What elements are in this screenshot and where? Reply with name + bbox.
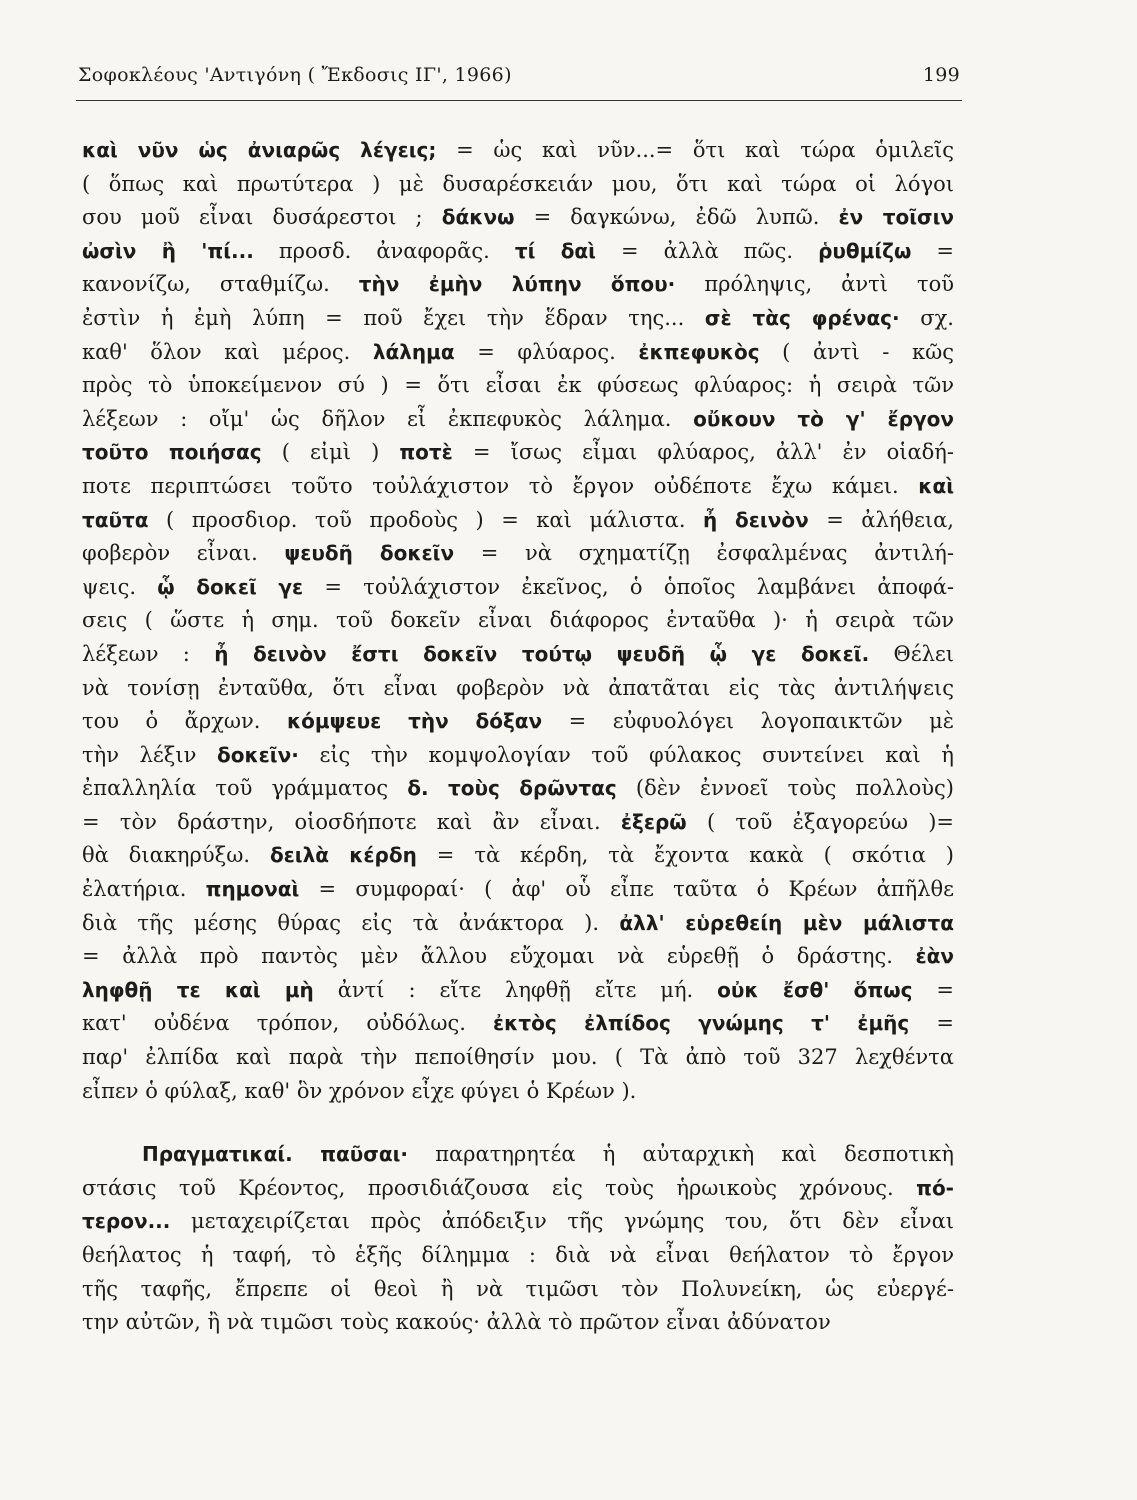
gloss-text: πρόληψις, ἀντὶ τοῦ [704, 272, 954, 297]
gloss-text: εἶπεν ὁ φύλαξ, καθ' ὃν χρόνον εἶχε φύγει ὁ Κρέων ). [82, 1078, 637, 1103]
gloss-text: σου μοῦ εἶναι δυσάρεστοι ; [82, 205, 442, 230]
lemma: πημοναὶ [205, 877, 300, 902]
text-line [82, 739, 954, 773]
text-line [82, 705, 954, 739]
gloss-text: διὰ τῆς μέσης θύρας εἰς τὰ ἀνάκτορα ). [82, 910, 620, 935]
text-line [82, 672, 954, 706]
lemma: ἦ δεινὸν ἔστι δοκεῖν τούτῳ ψευδῆ ᾧ γε δοκεῖ. [214, 641, 870, 666]
gloss-text: Θέλει [893, 641, 955, 666]
gloss-text: ἐπαλληλία τοῦ γράμματος [82, 776, 408, 801]
gloss-text: = δαγκώνω, ἐδῶ λυπῶ. [533, 205, 839, 230]
running-head-title: Σοφοκλέους 'Αντιγόνη ( Ἔκδοσις ΙΓ', 1966) [78, 64, 512, 86]
lemma: ἦ δεινὸν [703, 507, 809, 532]
lemma: ῥυθμίζω [818, 238, 912, 263]
text-line [82, 1273, 954, 1307]
gloss-text: = ἴσως εἶμαι φλύαρος, ἀλλ' ἐν οἱαδή- [472, 440, 954, 465]
gloss-text: = ἀλλὰ πρὸ παντὸς μὲν ἄλλου εὔχομαι νὰ εὑρεθῇ ὁ δράστης. [82, 944, 916, 969]
text-line [82, 839, 954, 873]
text-line [82, 134, 954, 168]
lemma: Πραγματικαί. παῦσαι· [142, 1142, 409, 1167]
gloss-text: = τοὐλάχιστον ἐκεῖνος, ὁ ὁποῖος λαμβάνει ἀποφά- [324, 574, 955, 599]
gloss-text: παρατηρητέα ἡ αὐταρχικὴ καὶ δεσποτικὴ [435, 1142, 954, 1167]
text-line [82, 873, 954, 907]
lemma: ὠσὶν ἢ 'πί... [82, 238, 254, 263]
running-head [78, 64, 960, 86]
lemma: τοῦτο ποιήσας [82, 440, 262, 465]
lemma: ποτὲ [399, 440, 453, 465]
text-line [82, 1075, 954, 1109]
text-line [82, 571, 954, 605]
commentary-text [82, 134, 954, 1340]
gloss-text: θεήλατος ἡ ταφή, τὸ ἑξῆς δίλημμα : διὰ νὰ εἶναι θεήλατον τὸ ἔργον [82, 1243, 954, 1267]
text-line [82, 907, 954, 941]
gloss-text: ( τοῦ ἐξαγορεύω )= [706, 809, 954, 834]
text-line [82, 1306, 954, 1340]
gloss-text: λέξεων : οἴμ' ὡς δῆλον εἶ ἐκπεφυκὸς λάλημα. [82, 406, 694, 431]
text-line [82, 1205, 954, 1239]
gloss-text: = ἀλλὰ πῶς. [621, 238, 819, 263]
text-line [82, 537, 954, 571]
lemma: ἐκπεφυκὸς [638, 339, 760, 364]
lemma: ψευδῆ δοκεῖν [284, 541, 455, 566]
header-rule [76, 100, 962, 101]
gloss-text: σεις ( ὥστε ἡ σημ. τοῦ δοκεῖν εἶναι διάφορος ἐνταῦθα )· ἡ σειρὰ τῶν [82, 608, 954, 633]
gloss-text: τῆς ταφῆς, ἔπρεπε οἱ θεοὶ ἢ νὰ τιμῶσι τὸν Πολυνείκη, ὡς εὐεργέ- [82, 1276, 954, 1301]
text-line [82, 436, 954, 470]
lemma: καὶ [918, 473, 954, 498]
paragraph-gap [82, 1108, 954, 1138]
lemma: ληφθῇ τε καὶ μὴ [82, 977, 314, 1002]
gloss-text: = συμφοραί· ( ἀφ' οὗ εἶπε ταῦτα ὁ Κρέων ἀπῆλθε [318, 877, 954, 902]
gloss-text: παρ' ἐλπίδα καὶ παρὰ τὴν πεποίθησίν μου. ( Τὰ ἀπὸ τοῦ 327 λεχθέντα [82, 1045, 954, 1070]
text-line [82, 504, 954, 538]
gloss-text: = [936, 238, 955, 263]
text-line [82, 470, 954, 504]
lemma: τί δαὶ [514, 238, 596, 263]
text-line [82, 201, 954, 235]
gloss-text: προσδ. ἀναφορᾶς. [278, 238, 515, 263]
lemma: δοκεῖν· [216, 742, 299, 767]
gloss-text: (δὲν ἐννοεῖ τοὺς πολλοὺς) [635, 776, 954, 801]
lemma: καὶ νῦν ὡς ἀνιαρῶς λέγεις; [82, 138, 437, 162]
text-line [82, 940, 954, 974]
lemma: ἐξερῶ [620, 809, 687, 834]
text-line [82, 604, 954, 638]
gloss-text: ἐστὶν ἡ ἐμὴ λύπη = ποῦ ἔχει τὴν ἕδραν της... [82, 305, 705, 330]
lemma: λάλημα [372, 339, 455, 364]
text-line [82, 235, 954, 269]
text-line [82, 168, 954, 202]
gloss-text: ( εἰμὶ ) [281, 440, 400, 465]
gloss-text: = ἀλήθεια, [826, 507, 954, 532]
gloss-text: = τὰ κέρδη, τὰ ἔχοντα κακὰ ( σκότια ) [436, 843, 954, 868]
page-number: 199 [922, 64, 960, 86]
gloss-text: = φλύαρος. [477, 339, 639, 364]
text-line [82, 1041, 954, 1075]
gloss-text: την αὐτῶν, ἢ νὰ τιμῶσι τοὺς κακούς· ἀλλὰ τὸ πρῶτον εἶναι ἀδύνατον [82, 1310, 831, 1335]
lemma: δ. τοὺς δρῶντας [407, 776, 617, 801]
gloss-text: στάσις τοῦ Κρέοντος, προσιδιάζουσα εἰς τοὺς ἡρωικοὺς χρόνους. [82, 1175, 917, 1200]
gloss-text: ψεις. [82, 574, 158, 599]
lemma: ταῦτα [82, 507, 149, 532]
lemma: ἐν τοῖσιν [838, 205, 954, 230]
lemma: κόμψευε τὴν δόξαν [286, 709, 543, 734]
gloss-text: ( ὅπως καὶ πρωτύτερα ) μὲ δυσαρέσκειάν μου, ὅτι καὶ τώρα οἱ λόγοι [82, 171, 954, 196]
text-line [82, 1138, 954, 1172]
gloss-text: του ὁ ἄρχων. [82, 709, 287, 734]
text-line [82, 403, 954, 437]
text-line [82, 638, 954, 672]
gloss-text: = εὐφυολόγει λογοπαικτῶν μὲ [568, 709, 954, 734]
lemma: ἐκτὸς ἐλπίδος γνώμης τ' ἐμῆς [493, 1011, 910, 1036]
text-line [82, 302, 954, 336]
lemma: τὴν ἐμὴν λύπην ὅπου· [358, 272, 676, 297]
text-line [82, 772, 954, 806]
gloss-text: = ὡς καὶ νῦν...= ὅτι καὶ τώρα ὁμιλεῖς [456, 138, 954, 162]
gloss-text: εἰς τὴν κομψολογίαν τοῦ φύλακος συντείνει καὶ ἡ [319, 742, 954, 767]
gloss-text: λέξεων : [82, 641, 215, 666]
gloss-text: ( προσδιορ. τοῦ προδοὺς ) = καὶ μάλιστα. [166, 507, 704, 532]
gloss-text: τὴν λέξιν [82, 742, 217, 767]
gloss-text: ἀντί : εἴτε ληφθῇ εἴτε μή. [337, 977, 718, 1002]
gloss-text: κατ' οὐδένα τρόπον, οὐδόλως. [82, 1011, 494, 1036]
gloss-text: νὰ τονίσῃ ἐνταῦθα, ὅτι εἶναι φοβερὸν νὰ ἀπατᾶται εἰς τὰς ἀντιλήψεις [82, 675, 954, 700]
gloss-text: θὰ διακηρύξω. [82, 843, 270, 868]
gloss-text: καθ' ὅλον καὶ μέρος. [82, 339, 373, 364]
gloss-text: = [936, 1011, 954, 1036]
gloss-text: κανονίζω, σταθμίζω. [82, 272, 359, 297]
text-line [82, 974, 954, 1008]
gloss-text: πρὸς τὸ ὑποκείμενον σύ ) = ὅτι εἶσαι ἐκ φύσεως φλύαρος: ἡ σειρὰ τῶν [82, 373, 954, 398]
gloss-text: = [936, 977, 954, 1002]
text-line [82, 1172, 954, 1206]
text-line [82, 268, 954, 302]
lemma: πό- [916, 1175, 954, 1200]
text-line [82, 369, 954, 403]
lemma: οὐκ ἔσθ' ὅπως [717, 977, 913, 1002]
gloss-text: ἐλατήρια. [82, 877, 206, 902]
text-line [82, 1239, 954, 1273]
lemma: ἐὰν [915, 944, 954, 969]
lemma: δάκνω [441, 205, 515, 230]
lemma: ἀλλ' εὑρεθείη μὲν μάλιστα [619, 910, 955, 935]
gloss-text: φοβερὸν εἶναι. [82, 541, 285, 566]
lemma: ᾧ δοκεῖ γε [157, 574, 304, 599]
text-line [82, 1007, 954, 1041]
lemma: σὲ τὰς φρένας· [704, 305, 900, 330]
text-line [82, 806, 954, 840]
lemma: οὔκουν τὸ γ' ἔργον [693, 406, 954, 431]
gloss-text: = τὸν δράστην, οἱοσδήποτε καὶ ἂν εἶναι. [82, 809, 621, 834]
gloss-text: σχ. [920, 305, 954, 330]
gloss-text: ποτε περιπτώσει τοῦτο τοὐλάχιστον τὸ ἔργον οὐδέποτε ἔχω κάμει. [82, 473, 919, 498]
text-line [82, 336, 954, 370]
gloss-text: ( ἀντὶ - κῶς [782, 339, 954, 364]
gloss-text: μεταχειρίζεται πρὸς ἀπόδειξιν τῆς γνώμης του, ὅτι δὲν εἶναι [191, 1209, 954, 1234]
lemma: δειλὰ κέρδη [269, 843, 417, 868]
gloss-text: = νὰ σχηματίζῃ ἐσφαλμένας ἀντιλή- [480, 541, 954, 566]
lemma: τερον... [82, 1209, 171, 1234]
